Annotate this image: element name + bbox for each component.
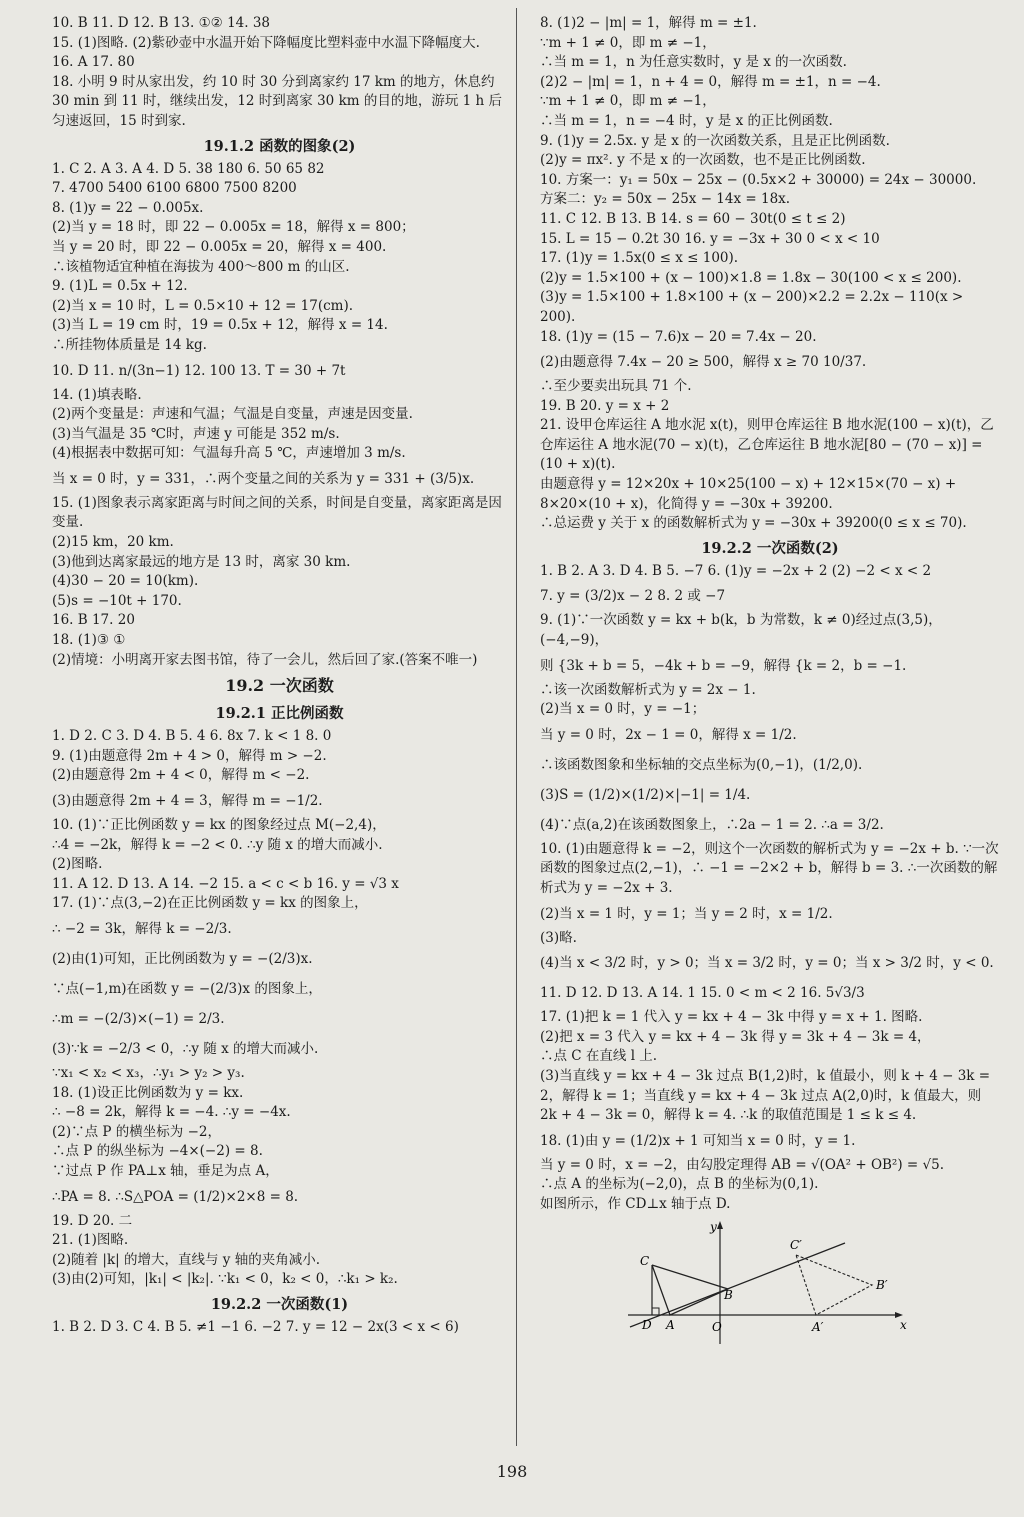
answer-line: (2)2 − |m| = 1，n + 4 = 0，解得 m = ±1，n = −4. [540,73,881,90]
answer-line: 9. (1)y = 2.5x. y 是 x 的一次函数关系，且是正比例函数. [540,132,890,149]
answer-line: (2)情境：小明离开家去图书馆，待了一会儿，然后回了家.(答案不唯一) [52,651,478,668]
answer-line: (4)根据表中数据可知：气温每升高 5 ℃，声速增加 3 m/s. [52,445,406,462]
answer-line: 15. (1)图略. (2)紫砂壶中水温开始下降幅度比塑料壶中水温下降幅度大. [52,34,480,51]
answer-line: ∴该函数图象和坐标轴的交点坐标为(0,−1)，(1/2,0). [540,756,863,773]
right-angle-mark [652,1308,659,1315]
answer-line: 11. C 12. B 13. B 14. s = 60 − 30t(0 ≤ t ≤ 2) [540,210,846,227]
answer-line: 9. (1)由题意得 2m + 4 > 0，解得 m > −2. [52,747,327,764]
triangle-image [796,1255,872,1315]
answer-line: 1. B 2. A 3. D 4. B 5. −7 6. (1)y = −2x + 2 (2) −2 < x < 2 [540,562,932,579]
right-column-lines [540,14,1000,1215]
answer-line: 方案二：y₂ = 50x − 25x − 14x = 18x. [540,191,791,208]
answer-line: (2)y = 1.5×100 + (x − 100)×1.8 = 1.8x − 30(100 < x ≤ 200). [540,269,962,286]
answer-line: 10. D 11. n/(3n−1) 12. 100 13. T = 30 + 7t [52,362,346,379]
answer-line: ∴点 C 在直线 l 上. [540,1048,658,1065]
answer-line: ∵m + 1 ≠ 0，即 m ≠ −1， [540,93,716,110]
answer-line: ∴所挂物体质量是 14 kg. [52,336,207,353]
section-heading: 19.2.1 正比例函数 [215,705,344,723]
answer-line: ∴m = −(2/3)×(−1) = 2/3. [52,1010,225,1027]
answer-line: (4)∵点(a,2)在该函数图象上，∴2a − 1 = 2. ∴a = 3/2. [540,816,884,833]
answer-line: (3)由题意得 2m + 4 = 3，解得 m = −1/2. [52,793,323,809]
answer-line: 1. C 2. A 3. A 4. D 5. 38 180 6. 50 65 82 [52,160,325,177]
label-b-prime: B′ [876,1277,888,1292]
answer-line: (2)当 y = 18 时，即 22 − 0.005x = 18，解得 x = 800； [52,219,415,236]
label-c: C [640,1253,650,1268]
answer-line: (3)他到达离家最远的地方是 13 时，离家 30 km. [52,553,351,570]
answer-line: (2)∵点 P 的横坐标为 −2， [52,1123,221,1140]
answer-line: 16. A 17. 80 [52,54,135,71]
label-y: y [710,1219,717,1234]
answer-line: 则 {3k + b = 5，−4k + b = −9，解得 {k = 2，b = −1. [540,657,907,674]
answer-line: (4)30 − 20 = 10(km). [52,573,199,590]
answer-line: (2)图略. [52,856,103,873]
answer-line: (3)∵k = −2/3 < 0，∴y 随 x 的增大而减小. [52,1040,319,1057]
answer-line: 当 y = 20 时，即 22 − 0.005x = 20，解得 x = 400. [52,238,387,255]
answer-line: (3)y = 1.5×100 + 1.8×100 + (x − 200)×2.2 = 2.2x − 110(x > 200). [540,289,964,325]
answer-line: ∴总运费 y 关于 x 的函数解析式为 y = −30x + 39200(0 ≤ x ≤ 70). [540,515,967,532]
answer-line: (2)随着 |k| 的增大，直线与 y 轴的夹角减小. [52,1251,320,1268]
answer-line: 17. (1)y = 1.5x(0 ≤ x ≤ 100). [540,250,739,267]
answer-line: ∵m + 1 ≠ 0，即 m ≠ −1， [540,34,716,51]
answer-line: 16. B 17. 20 [52,612,135,629]
label-b: B [724,1287,733,1302]
answer-line: (3)当气温是 35 ℃时，声速 y 可能是 352 m/s. [52,425,340,442]
section-heading: 19.2 一次函数 [225,676,334,696]
y-axis-arrow [717,1221,723,1229]
answer-line: ∴点 A 的坐标为(−2,0)，点 B 的坐标为(0,1). [540,1176,819,1193]
answer-line: ∴至少要卖出玩具 71 个. [540,378,692,395]
answer-line: ∴当 m = 1，n 为任意实数时，y 是 x 的一次函数. [540,54,847,71]
answer-line: ∵x₁ < x₂ < x₃，∴y₁ > y₂ > y₃. [52,1064,245,1081]
answer-line: (2)由题意得 7.4x − 20 ≥ 500，解得 x ≥ 70 10/37. [540,354,867,371]
answer-line: (2)y = πx². y 不是 x 的一次函数，也不是正比例函数. [540,152,866,169]
answer-line: 1. B 2. D 3. C 4. B 5. ≠1 −1 6. −2 7. y = 12 − 2x(3 < x < 6) [52,1318,459,1335]
answer-line: 18. (1)③ ① [52,632,126,649]
answer-line: (2)把 x = 3 代入 y = kx + 4 − 3k 得 y = 3k + 4 − 3k = 4， [540,1028,931,1045]
label-o: O [712,1319,722,1334]
answer-line: 7. 4700 5400 6100 6800 7500 8200 [52,180,297,197]
answer-line: 15. (1)图象表示离家距离与时间之间的关系，时间是自变量，离家距离是因变量. [52,494,502,531]
answer-line: (2)由(1)可知，正比例函数为 y = −(2/3)x. [52,950,313,967]
answer-line: 如图所示，作 CD⊥x 轴于点 D. [540,1195,731,1212]
answer-line: (2)当 x = 1 时，y = 1；当 y = 2 时，x = 1/2. [540,905,833,922]
section-heading: 19.1.2 函数的图象(2) [203,137,356,155]
answer-line: (2)15 km，20 km. [52,534,174,551]
answer-line: 18. 小明 9 时从家出发，约 10 时 30 分到离家约 17 km 的地方，休息约 30 min 到 11 时，继续出发，12 时到离家 30 km 的目的地，游玩 1 h 后匀速返回，15 时到家. [52,73,502,129]
answer-line: 18. (1)由 y = (1/2)x + 1 可知当 x = 0 时，y = 1. [540,1132,856,1149]
section-heading: 19.2.2 一次函数(2) [701,539,839,557]
answer-line: ∴当 m = 1，n = −4 时，y 是 x 的正比例函数. [540,112,833,129]
answer-line: 当 y = 0 时，x = −2，由勾股定理得 AB = √(OA² + OB²) = √5. [540,1156,944,1173]
label-c-prime: C′ [790,1237,802,1252]
label-a-prime: A′ [812,1319,824,1334]
answer-line: 11. D 12. D 13. A 14. 1 15. 0 < m < 2 16. 5√3/3 [540,985,865,1002]
answer-line: (2)由题意得 2m + 4 < 0，解得 m < −2. [52,767,310,784]
page-number: 198 [496,1462,528,1481]
label-x: x [900,1317,907,1332]
answer-line: (2)当 x = 0 时，y = −1； [540,701,706,718]
answer-line: 8. (1)2 − |m| = 1，解得 m = ±1. [540,15,757,31]
answer-line: 19. D 20. 二 [52,1212,133,1229]
right-column [540,14,1000,1349]
answer-line: ∴该一次函数解析式为 y = 2x − 1. [540,681,756,698]
answer-line: ∵点(−1,m)在函数 y = −(2/3)x 的图象上， [52,980,322,997]
answer-line: 1. D 2. C 3. D 4. B 5. 4 6. 8x 7. k < 1 8. 0 [52,728,332,745]
answer-line: ∴ −8 = 2k，解得 k = −4. ∴y = −4x. [52,1104,291,1121]
section-heading: 19.2.2 一次函数(1) [210,1295,349,1313]
answer-line: 10. (1)由题意得 k = −2，则这个一次函数的解析式为 y = −2x + b. ∵一次函数的图象过点(2,−1)，∴ −1 = −2×2 + b，解得 b = 3. ∴一次函数的解析式为 y = −2x + 3. [540,840,999,896]
answer-line: 17. (1)∵点(3,−2)在正比例函数 y = kx 的图象上， [52,895,368,912]
answer-line: (2)当 x = 10 时，L = 0.5×10 + 12 = 17(cm). [52,297,354,314]
answer-line: 14. (1)填表略. [52,386,142,403]
column-divider [516,8,517,1446]
answer-line: 10. (1)∵正比例函数 y = kx 的图象经过点 M(−2,4)， [52,817,386,833]
label-a: A [666,1317,675,1332]
answer-line: 21. 设甲仓库运往 A 地水泥 x(t)，则甲仓库运往 B 地水泥(100 − x)(t)，乙仓库运往 A 地水泥(70 − x)(t)，乙仓库运往 B 地水泥[80 − (70 − x)] = (10 + x)(t). [540,417,994,473]
answer-line: 19. B 20. y = x + 2 [540,397,670,414]
answer-line: 17. (1)把 k = 1 代入 y = kx + 4 − 3k 中得 y = x + 1. 图略. [540,1009,923,1026]
answer-line: 8. (1)y = 22 − 0.005x. [52,199,204,216]
answer-line: 9. (1)L = 0.5x + 12. [52,278,188,295]
answer-line: 11. A 12. D 13. A 14. −2 15. a < c < b 16. y = √3 x [52,875,399,892]
answer-line: ∴点 P 的纵坐标为 −4×(−2) = 8. [52,1143,263,1160]
answer-line: 15. L = 15 − 0.2t 30 16. y = −3x + 30 0 < x < 10 [540,230,880,247]
answer-line: ∴ −2 = 3k，解得 k = −2/3. [52,920,232,937]
answer-line: 10. 方案一：y₁ = 50x − 25x − (0.5x×2 + 30000) = 24x − 30000. [540,171,977,188]
answer-line: 当 x = 0 时，y = 331，∴两个变量之间的关系为 y = 331 + (3/5)x. [52,470,475,487]
answer-line: (5)s = −10t + 170. [52,592,182,609]
answer-line: (4)当 x < 3/2 时，y > 0；当 x = 3/2 时，y = 0；当 x > 3/2 时，y < 0. [540,955,994,972]
answer-line: (3)S = (1/2)×(1/2)×|−1| = 1/4. [540,786,751,803]
answer-line: 当 y = 0 时，2x − 1 = 0，解得 x = 1/2. [540,726,797,743]
answer-line: 18. (1)设正比例函数为 y = kx. [52,1084,244,1101]
triangle-abc [652,1265,728,1315]
answer-line: ∴该植物适宜种植在海拔为 400～800 m 的山区. [52,258,350,275]
answer-line: 21. (1)图略. [52,1232,129,1249]
answer-line: (3)由(2)可知，|k₁| < |k₂|. ∵k₁ < 0，k₂ < 0，∴k₁ > k₂. [52,1271,398,1288]
answer-line: 由题意得 y = 12×20x + 10×25(100 − x) + 12×15×(70 − x) + 8×20×(10 + x)，化简得 y = −30x + 39200. [540,476,957,512]
answer-line: ∴PA = 8. ∴S△POA = (1/2)×2×8 = 8. [52,1188,299,1205]
answer-line: (3)当 L = 19 cm 时，19 = 0.5x + 12，解得 x = 14. [52,317,388,334]
answer-line: 7. y = (3/2)x − 2 8. 2 或 −7 [540,588,726,605]
answer-line: (3)略. [540,929,577,946]
answer-line: ∴4 = −2k，解得 k = −2 < 0. ∴y 随 x 的增大而减小. [52,836,383,853]
answer-line: 10. B 11. D 12. B 13. ①② 14. 38 [52,15,271,31]
left-column [52,14,507,1338]
answer-line: 9. (1)∵一次函数 y = kx + b(k，b 为常数，k ≠ 0)经过点(3,5)，(−4,−9)， [540,612,942,649]
answer-line: ∵过点 P 作 PA⊥x 轴，垂足为点 A， [52,1162,279,1179]
answer-line: (2)两个变量是：声速和气温；气温是自变量，声速是因变量. [52,406,413,423]
label-d: D [642,1317,652,1332]
coordinate-diagram [620,1219,920,1349]
answer-line: (3)当直线 y = kx + 4 − 3k 过点 B(1,2)时，k 值最小，则 k + 4 − 3k = 2，解得 k = 1；当直线 y = kx + 4 − 3k 过点 A(2,0)时，k 值最大，则 2k + 4 − 3k = 0，解得 k = 4. ∴k 的取值范围是 1 ≤ k ≤ 4. [540,1067,991,1124]
answer-line: 18. (1)y = (15 − 7.6)x − 20 = 7.4x − 20. [540,328,817,345]
